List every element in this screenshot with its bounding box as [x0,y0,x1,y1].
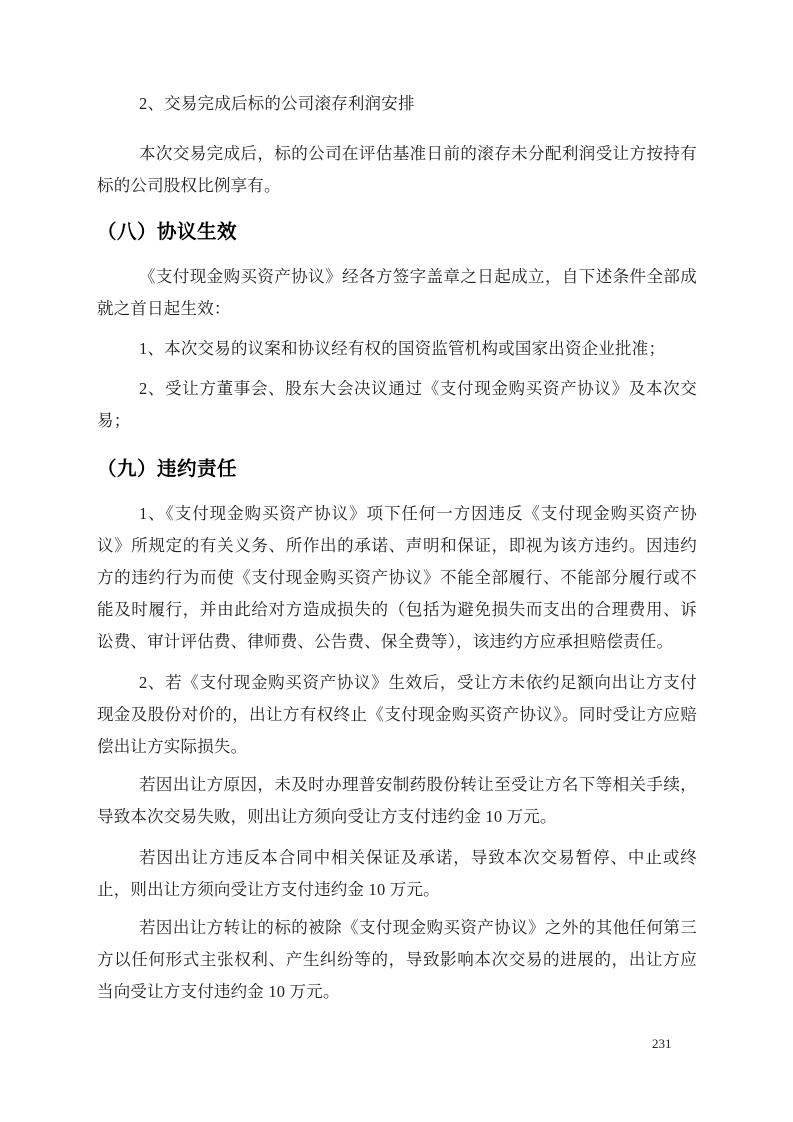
condition-item-2: 2、受让方董事会、股东大会决议通过《支付现金购买资产协议》及本次交易； [97,379,697,430]
para-breach-penalty-transfer-failure: 若因出让方原因，未及时办理普安制药股份转让至受让方名下等相关手续，导致本次交易失败，则出让方须向受让方支付违约金 10 万元。 [97,775,697,826]
subitem-title-rolling-profit: 2、交易完成后标的公司滚存利润安排 [139,94,415,113]
condition-item-1: 1、本次交易的议案和协议经有权的国资监管机构或国家出资企业批准； [139,339,666,358]
para-effectiveness-intro: 《支付现金购买资产协议》经各方签字盖章之日起成立，自下述条件全部成就之首日起生效： [97,267,697,318]
section-heading-8-agreement-effectiveness: （八）协议生效 [97,221,238,243]
para-breach-penalty-third-party-claim: 若因出让方转让的标的被除《支付现金购买资产协议》之外的其他任何第三方以任何形式主张权利、产生纠纷等的，导致影响本次交易的进展的，出让方应当向受让方支付违约金 10 万元。 [97,918,697,1001]
page-number: 231 [652,1036,672,1051]
para-rolling-profit-arrangement: 本次交易完成后，标的公司在评估基准日前的滚存未分配利润受让方按持有标的公司股权比例享有。 [97,144,697,195]
para-breach-penalty-warranty-violation: 若因出让方违反本合同中相关保证及承诺，导致本次交易暂停、中止或终止，则出让方须向受让方支付违约金 10 万元。 [97,848,697,899]
section-heading-9-breach-liability: （九）违约责任 [97,458,238,480]
para-breach-liability-2: 2、若《支付现金购买资产协议》生效后，受让方未依约足额向出让方支付现金及股份对价的，出让方有权终止《支付现金购买资产协议》。同时受让方应赔偿出让方实际损失。 [97,673,697,756]
document-body [97,88,697,1008]
para-breach-liability-1: 1、《支付现金购买资产协议》项下任何一方因违反《支付现金购买资产协议》所规定的有关义务、所作出的承诺、声明和保证，即视为该方违约。因违约方的违约行为而使《支付现金购买资产协议》不能全部履行、不能部分履行或不能及时履行，并由此给对方造成损失的（包括为避免损失而支出的合理费用、诉讼费、审计评估费、律师费、公告费、保全费等），该违约方应承担赔偿责任。 [97,504,697,651]
